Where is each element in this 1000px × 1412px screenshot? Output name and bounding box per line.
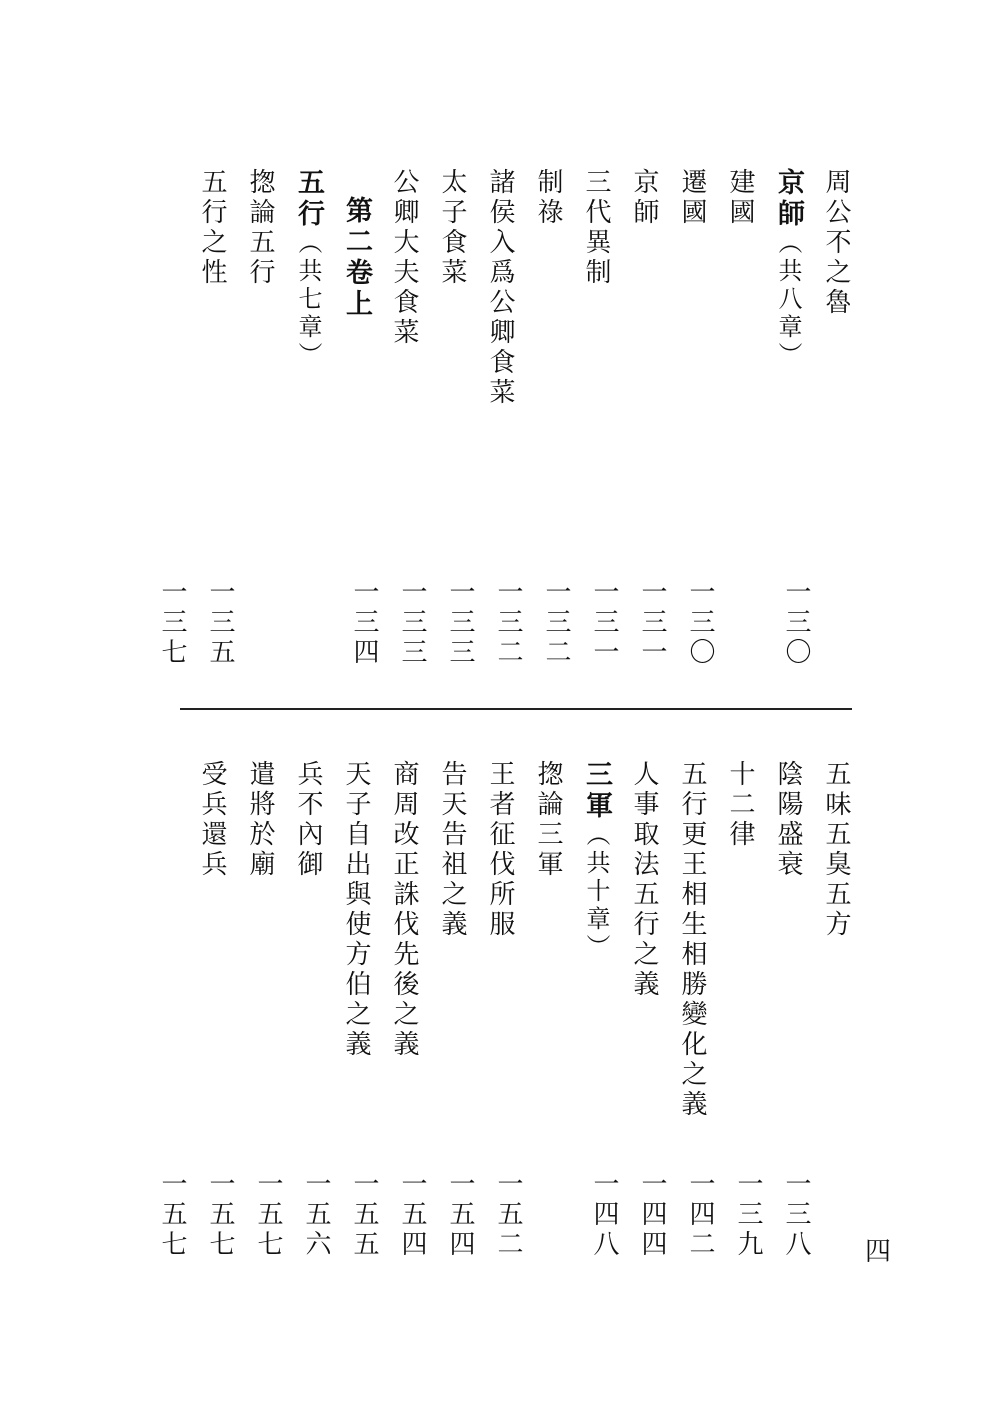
entry-page: 一四二 (685, 1170, 715, 1260)
entry-title: 兵不內御 (293, 760, 323, 880)
entry-page: 一三二 (541, 578, 571, 668)
entry-title: 五味五臭五方 (821, 760, 851, 940)
section-note: （共七章） (294, 230, 322, 370)
entry-title: 天子自出與使方伯之義 (341, 760, 371, 1060)
entry-page: 一五四 (397, 1170, 427, 1260)
entry-title: 公卿大夫食菜 (389, 168, 419, 348)
entry-title: 王者征伐所服 (485, 760, 515, 940)
entry-title: 京師 (629, 168, 659, 228)
toc-entry[interactable] (157, 760, 232, 1260)
section-note: （共十章） (582, 822, 610, 962)
entry-title: 揔論三軍 (533, 760, 563, 880)
folio-page-number: 四 (864, 1237, 891, 1267)
entry-page: 一三一 (589, 578, 619, 668)
entry-page: 一五二 (493, 1170, 523, 1260)
entry-title: 五行更王相生相勝變化之義 (677, 760, 707, 1120)
entry-page: 一三〇 (685, 578, 715, 668)
section-title: 三軍 (581, 760, 612, 822)
entry-title: 制祿 (533, 168, 563, 228)
entry-title: 告天告祖之義 (437, 760, 467, 940)
entry-page: 一五七 (205, 1170, 235, 1260)
entry-page: 一五七 (253, 1170, 283, 1260)
section-heading (288, 168, 328, 668)
juan-title: 第二卷上 (341, 196, 372, 320)
entry-page: 一五六 (301, 1170, 331, 1260)
entry-page: 一四四 (637, 1170, 667, 1260)
entry-page: 一三四 (349, 578, 379, 668)
toc-entry[interactable] (157, 168, 232, 668)
entry-page: 一三八 (781, 1170, 811, 1260)
section-note: （共八章） (774, 230, 802, 370)
section-title: 京師 (773, 168, 804, 230)
section-title: 五行 (293, 168, 324, 230)
entry-title: 商周改正誅伐先後之義 (389, 760, 419, 1060)
entry-page: 一三三 (397, 578, 427, 668)
entry-page: 一五七 (157, 1170, 187, 1260)
entry-title: 受兵還兵 (197, 760, 227, 880)
entry-title: 遷國 (677, 168, 707, 228)
entry-page: 一五五 (349, 1170, 379, 1260)
entry-page: 一三三 (445, 578, 475, 668)
toc-bottom-half (0, 760, 1000, 1260)
juan-heading (336, 196, 376, 696)
entry-page: 一五四 (445, 1170, 475, 1260)
entry-page: 一三七 (157, 578, 187, 668)
entry-page: 一三五 (205, 578, 235, 668)
entry-title: 周公不之魯 (821, 168, 851, 318)
entry-page: 一三〇 (781, 578, 811, 668)
section-heading (576, 760, 616, 1260)
entry-title: 三代異制 (581, 168, 611, 288)
entry-title: 太子食菜 (437, 168, 467, 288)
entry-page: 一三九 (733, 1170, 763, 1260)
entry-title: 遣將於廟 (245, 760, 275, 880)
entry-page: 一三一 (637, 578, 667, 668)
entry-title: 諸侯入爲公卿食菜 (485, 168, 515, 408)
entry-title: 揔論五行 (245, 168, 275, 288)
entry-title: 陰陽盛衰 (773, 760, 803, 880)
divider-line (180, 708, 852, 710)
entry-title: 建國 (725, 168, 755, 228)
entry-page: 一三二 (493, 578, 523, 668)
entry-title: 五行之性 (197, 168, 227, 288)
entry-page: 一四八 (589, 1170, 619, 1260)
toc-top-half (0, 168, 1000, 668)
entry-title: 人事取法五行之義 (629, 760, 659, 1000)
section-heading (768, 168, 808, 668)
entry-title: 十二律 (725, 760, 755, 850)
